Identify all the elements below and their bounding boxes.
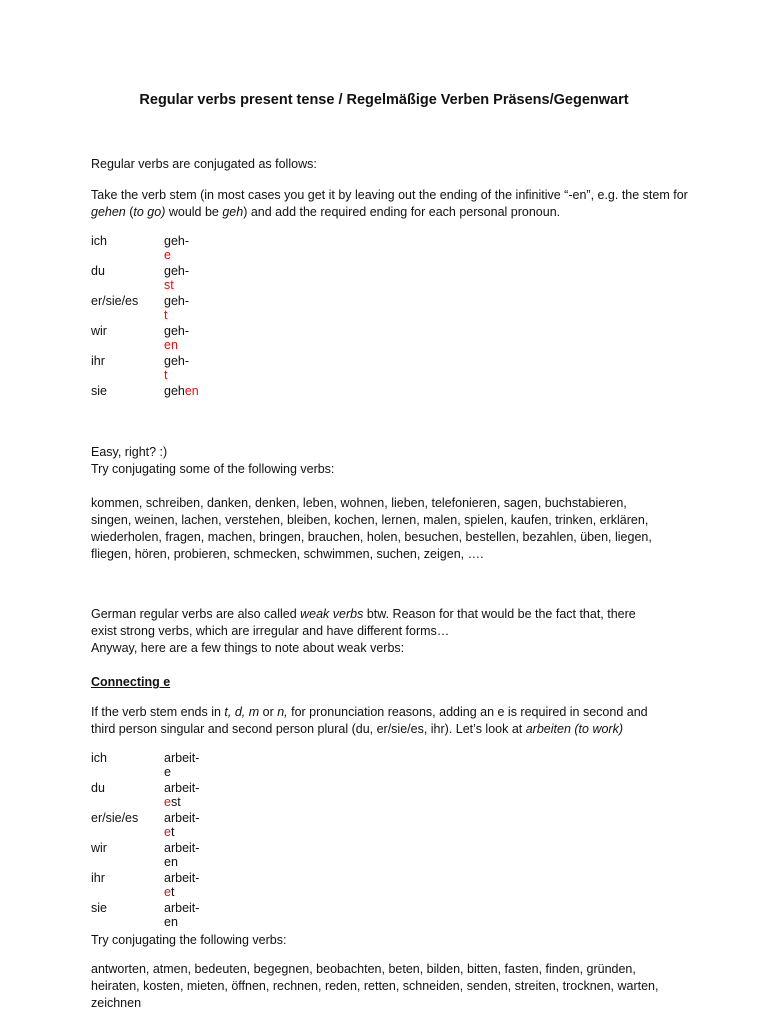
verb-list-line: wiederholen, fragen, machen, bringen, brauchen, holen, besuchen, bestellen, bezahlen, üben, liegen, [91, 530, 652, 544]
try-text-1: Try conjugating some of the following verbs: [91, 462, 335, 476]
weak-verbs-term: weak verbs [300, 607, 364, 621]
weak-verbs-paragraph [91, 606, 691, 657]
verb-form [164, 751, 199, 779]
verb-form [164, 841, 199, 869]
form-ending: st [164, 278, 174, 292]
verb-list-2 [91, 961, 691, 1012]
pronoun: ihr [91, 871, 105, 885]
connect-arbeiten: arbeiten (to work) [525, 722, 623, 736]
pronoun: wir [91, 841, 107, 855]
verb-list-line: kommen, schreiben, danken, denken, leben, wohnen, lieben, telefonieren, sagen, buchstabieren, [91, 496, 627, 510]
weak-line-3: Anyway, here are a few things to note about weak verbs: [91, 641, 405, 655]
form-ending: e [164, 885, 171, 899]
weak-text-b: btw. Reason for that would be the fact that, there [363, 607, 636, 621]
connect-n: n, [277, 705, 288, 719]
pronoun: du [91, 264, 105, 278]
pronoun: er/sie/es [91, 294, 139, 308]
pronoun: sie [91, 384, 107, 398]
easy-text: Easy, right? :) [91, 445, 168, 459]
form-ending: en [184, 384, 199, 398]
connect-line-1 [91, 704, 691, 721]
verb-form [164, 811, 199, 839]
connect-letters: t, d, m [224, 705, 260, 719]
connect-line-2 [91, 721, 691, 738]
verb-form [164, 871, 199, 899]
pronoun: ich [91, 751, 107, 765]
form-rest: t [170, 825, 175, 839]
verb-list-1 [91, 495, 691, 563]
weak-line-1 [91, 606, 691, 623]
pronoun: ihr [91, 354, 105, 368]
stem-gehen: gehen [91, 205, 126, 219]
form-ending: t [164, 308, 168, 322]
form-rest: t [170, 885, 175, 899]
form-ending: e [164, 795, 171, 809]
pronoun: wir [91, 324, 107, 338]
pronoun: ich [91, 234, 107, 248]
form-stem: arbeit- [164, 781, 200, 795]
verb-form [164, 354, 189, 382]
try-text-2: Try conjugating the following verbs: [91, 933, 287, 947]
form-stem: geh [164, 384, 185, 398]
stem-geh: geh [222, 205, 244, 219]
connect-or: or [259, 705, 278, 719]
page-title: Regular verbs present tense / Regelmäßige Verben Präsens/Gegenwart [139, 92, 629, 108]
verb-form [164, 384, 199, 398]
verb-form [164, 264, 189, 292]
form-stem: arbeit-en [164, 901, 200, 929]
verb-list-line: zeichnen [91, 996, 142, 1010]
weak-text-a: German regular verbs are also called [91, 607, 301, 621]
intro-text: Regular verbs are conjugated as follows: [91, 157, 317, 171]
stem-to-go: to go) [133, 205, 166, 219]
connect-text-c: third person singular and second person plural (du, er/sie/es, ihr). Let’s look at [91, 722, 526, 736]
stem-text-a: Take the verb stem (in most cases you get it by leaving out the ending of the infinitive “-en”, e.g. the stem for [91, 188, 688, 202]
pronoun: er/sie/es [91, 811, 139, 825]
pronoun: du [91, 781, 105, 795]
form-rest: st [170, 795, 181, 809]
form-stem: arbeit-en [164, 841, 200, 869]
verb-list-line: heiraten, kosten, mieten, öffnen, rechnen, reden, retten, schneiden, senden, streiten, trocknen, warten, [91, 979, 659, 993]
connect-text-a: If the verb stem ends in [91, 705, 225, 719]
stem-text-c: would be [165, 205, 223, 219]
verb-form [164, 781, 199, 809]
form-stem: geh- [164, 264, 190, 278]
form-ending: e [164, 825, 171, 839]
stem-text-d: ) and add the required ending for each personal pronoun. [243, 205, 561, 219]
form-stem: geh- [164, 354, 190, 368]
form-stem: geh- [164, 234, 190, 248]
form-stem: arbeit-e [164, 751, 200, 779]
form-stem: geh- [164, 294, 190, 308]
verb-form [164, 294, 189, 322]
form-stem: arbeit- [164, 871, 200, 885]
verb-form [164, 234, 189, 262]
verb-form [164, 901, 199, 929]
connect-text-b: for pronunciation reasons, adding an e is required in second and [287, 705, 648, 719]
form-ending: en [164, 338, 178, 352]
section-heading: Connecting e [91, 675, 171, 689]
stem-paragraph [91, 187, 691, 221]
connecting-e-paragraph [91, 704, 691, 738]
verb-list-line: fliegen, hören, probieren, schmecken, schwimmen, suchen, zeigen, …. [91, 547, 484, 561]
form-stem: arbeit- [164, 811, 200, 825]
stem-text-b: ( [125, 205, 134, 219]
form-ending: e [164, 248, 171, 262]
verb-form [164, 324, 189, 352]
verb-list-line: singen, weinen, lachen, verstehen, bleiben, kochen, lernen, malen, spielen, kaufen, trinken, erklären, [91, 513, 649, 527]
verb-list-line: antworten, atmen, bedeuten, begegnen, beobachten, beten, bilden, bitten, fasten, finden, gründen, [91, 962, 636, 976]
weak-line-2: exist strong verbs, which are irregular and have different forms… [91, 624, 450, 638]
pronoun: sie [91, 901, 107, 915]
form-stem: geh- [164, 324, 190, 338]
form-ending: t [164, 368, 168, 382]
